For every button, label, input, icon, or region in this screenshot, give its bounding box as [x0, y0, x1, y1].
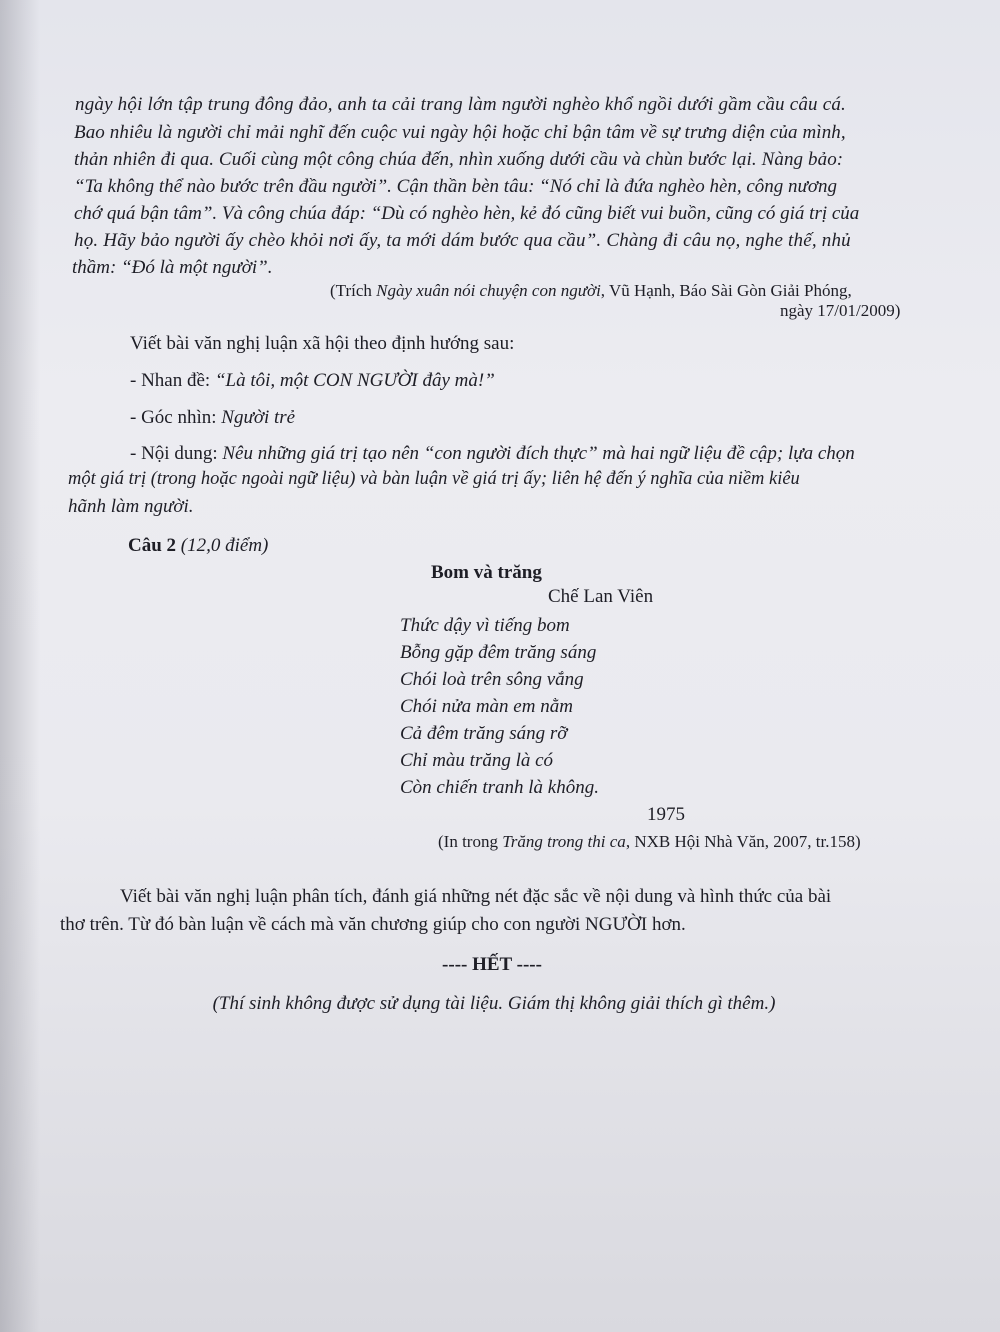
- poem-author: Chế Lan Viên: [548, 586, 654, 607]
- excerpt-source: [330, 281, 852, 301]
- task1-content-row: [130, 443, 855, 465]
- paper-shadow: [0, 0, 40, 1332]
- poem-title: Bom và trăng: [431, 562, 542, 583]
- task1-content-line-1: Nêu những giá trị tạo nên “con người đích thực” mà hai ngữ liệu đề cập; lựa chọn: [222, 443, 855, 464]
- end-label: ---- HẾT ----: [442, 954, 542, 975]
- poem-line-5: Cả đêm trăng sáng rỡ: [400, 723, 568, 744]
- poem-line-7: Còn chiến tranh là không.: [400, 777, 599, 798]
- task2-line-2: thơ trên. Từ đó bàn luận về cách mà văn chương giúp cho con người NGƯỜI hơn.: [60, 914, 686, 935]
- excerpt-line-2: Bao nhiêu là người chỉ mải nghĩ đến cuộc vui ngày hội hoặc chỉ bận tâm về sự trưng diện của mình,: [74, 122, 846, 143]
- excerpt-source-suffix: , Vũ Hạnh, Báo Sài Gòn Giải Phóng,: [600, 281, 852, 300]
- excerpt-source-date: ngày 17/01/2009): [780, 301, 901, 320]
- task1-content-line-3: hãnh làm người.: [68, 496, 194, 517]
- poem-line-1: Thức dậy vì tiếng bom: [400, 615, 570, 636]
- poem-source-title: Trăng trong thi ca: [502, 832, 626, 851]
- task1-title-row: [130, 370, 495, 392]
- question2-points: (12,0 điểm): [180, 535, 269, 556]
- task1-content-line-2: một giá trị (trong hoặc ngoài ngữ liệu) và bàn luận về giá trị ấy; liên hệ đến ý nghĩa của niềm kiêu: [68, 469, 800, 489]
- poem-source-suffix: , NXB Hội Nhà Văn, 2007, tr.158): [625, 832, 861, 851]
- excerpt-line-3: thản nhiên đi qua. Cuối cùng một công chúa đến, nhìn xuống dưới cầu và chùn bước lại. Nàng bảo:: [74, 149, 844, 170]
- poem-line-3: Chói loà trên sông vắng: [400, 669, 584, 690]
- poem-year: 1975: [647, 804, 685, 825]
- question2-label: Câu 2: [128, 535, 181, 556]
- excerpt-line-5: chớ quá bận tâm”. Và công chúa đáp: “Dù có nghèo hèn, kẻ đó cũng biết vui buồn, cũng có giá trị của: [74, 203, 860, 224]
- poem-source-prefix: (In trong: [438, 832, 503, 851]
- excerpt-line-7: thầm: “Đó là một người”.: [72, 257, 273, 278]
- question2-heading: [128, 535, 268, 557]
- excerpt-line-1: ngày hội lớn tập trung đông đảo, anh ta cải trang làm người nghèo khổ ngồi dưới gầm cầu câu cá.: [75, 94, 846, 115]
- task1-angle-value: Người trẻ: [221, 407, 296, 428]
- excerpt-line-4: “Ta không thể nào bước trên đầu người”. Cận thần bèn tâu: “Nó chỉ là đứa nghèo hèn, công nương: [74, 176, 838, 197]
- poem-line-2: Bỗng gặp đêm trăng sáng: [400, 642, 597, 663]
- poem-line-6: Chỉ màu trăng là có: [400, 750, 554, 771]
- excerpt-line-6: họ. Hãy bảo người ấy chèo khỏi nơi ấy, ta mới dám bước qua cầu”. Chàng đi câu nọ, nghe thế, nhủ: [74, 230, 851, 251]
- excerpt-source-prefix: (Trích: [330, 281, 377, 300]
- poem-line-4: Chói nửa màn em nằm: [400, 696, 573, 717]
- task1-angle-row: [130, 407, 295, 429]
- excerpt-source-title: Ngày xuân nói chuyện con người: [376, 281, 601, 300]
- task1-title-label: - Nhan đề:: [130, 370, 215, 391]
- task2-line-1: Viết bài văn nghị luận phân tích, đánh giá những nét đặc sắc về nội dung và hình thức của bài: [120, 886, 832, 907]
- task1-angle-label: - Góc nhìn:: [130, 407, 222, 428]
- task1-title-value: “Là tôi, một CON NGƯỜI đây mà!”: [214, 370, 495, 391]
- poem-source: [438, 832, 861, 852]
- task1-content-label: - Nội dung:: [130, 443, 223, 464]
- end-note: (Thí sinh không được sử dụng tài liệu. Giám thị không giải thích gì thêm.): [212, 993, 776, 1014]
- task1-intro: Viết bài văn nghị luận xã hội theo định hướng sau:: [130, 333, 515, 354]
